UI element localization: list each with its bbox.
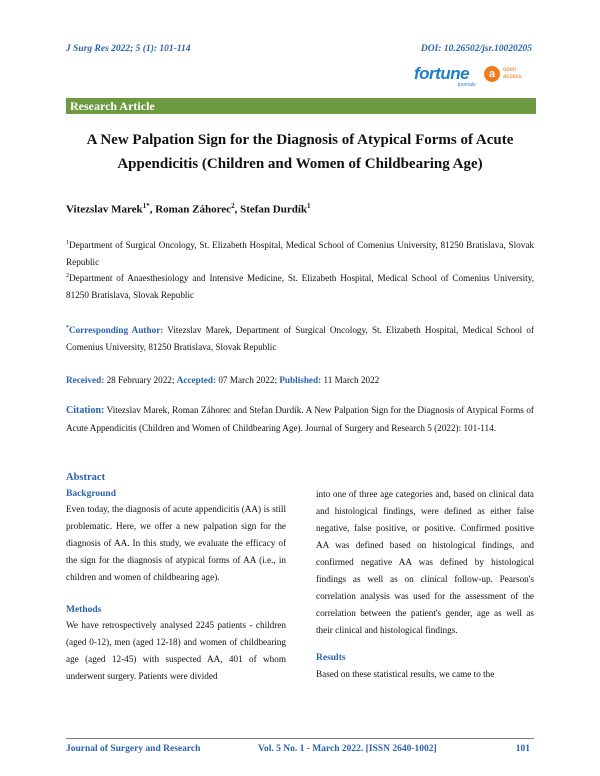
title-line-2: Appendicitis (Children and Women of Childbearing Age) <box>117 156 483 172</box>
footer-volume: Vol. 5 No. 1 - March 2022. [ISSN 2640-1002] <box>258 744 437 754</box>
footer-journal: Journal of Surgery and Research <box>66 744 201 754</box>
citation-label: Citation: <box>66 405 105 416</box>
results-heading: Results <box>316 653 346 663</box>
results-text: Based on these statistical results, we came to the <box>316 669 495 679</box>
corresponding-author: *Corresponding Author: Vitezslav Marek, Department of Surgical Oncology, St. Elizabeth Hospital, Medical School of Comenius University, 81250 Bratislava, Slovak Republic <box>66 325 534 352</box>
author-name: Stefan Durdík <box>240 203 308 216</box>
author-name: Roman Záhorec <box>155 203 232 216</box>
affiliation-2: $^2$Department of Anaesthesiology and Intensive Medicine, St. Elizabeth Hospital, Medical School of Comenius University, 81250 Bratislava, Slovak Republic <box>66 273 534 300</box>
author-sup: 1* <box>142 202 150 210</box>
affiliation-1: $^1$Department of Surgical Oncology, St. Elizabeth Hospital, Medical School of Comenius University, 81250 Bratislava, Slovak Republic <box>66 240 534 267</box>
author-name: Vitezslav Marek <box>66 203 143 216</box>
doi: DOI: 10.26502/jsr.10020205 <box>420 44 532 54</box>
abstract-right-text: into one of three age categories and, based on clinical data and histological findings, were defined as either false negative, false positive, or positive. Confirmed positive AA was defined based on histological findings, and confirmed negative AA was defined by histological findings as well as on clinical follow-up. Pearson's correlation analysis was used for the assessment of the correlation between the patient's gender, age as well as their clinical and histological findings. <box>316 489 534 635</box>
logo-fortune-text: fortune <box>414 64 470 83</box>
article-type: Research Article <box>70 99 155 113</box>
journal-citation-short: J Surg Res 2022; 5 (1): 101-114 <box>66 44 191 54</box>
title-line-1: A New Palpation Sign for the Diagnosis of Atypical Forms of Acute <box>86 132 514 148</box>
publication-dates: Received: 28 February 2022; Accepted: 07 March 2022; Published: 11 March 2022 <box>66 375 380 385</box>
article-type-band <box>66 98 536 114</box>
logo-journals-text: journals <box>458 82 476 88</box>
logo-open-text: open <box>503 67 517 73</box>
logo-access-text: access <box>503 74 522 80</box>
abstract-heading: Abstract <box>66 472 106 483</box>
author-sup: 1 <box>307 202 311 210</box>
footer-rule <box>66 738 534 739</box>
author-sup: 2 <box>231 202 235 210</box>
abstract-left-column <box>66 489 286 685</box>
open-access-icon: a <box>484 66 500 82</box>
abstract-right-column <box>316 486 534 683</box>
author-list: Vitezslav Marek$^{1*}$, Roman Záhorec$^2$, Stefan Durdík$^1$ <box>66 202 311 216</box>
citation: Citation: Vitezslav Marek, Roman Záhorec and Stefan Durdík. A New Palpation Sign for the Diagnosis of Atypical Forms of Acute Appendicitis (Children and Women of Childbearing Age). Journal of Surgery and Research 5 (2022): 101-114. <box>66 405 534 433</box>
background-text: Even today, the diagnosis of acute appendicitis (AA) is still problematic. Here, we offer a new palpation sign for the diagnosis of AA. In this study, we evaluate the efficacy of the sign for the diagnosis of atypical forms of AA (i.e., in children and women of childbearing age). <box>66 504 286 582</box>
corresponding-label: Corresponding Author: <box>69 325 164 336</box>
methods-text: We have retrospectively analysed 2245 patients - children (aged 0-12), men (aged 12-18) and women of childbearing age (aged 12-45) with suspected AA, 401 of whom underwent surgery. Patients were divided <box>66 620 286 681</box>
background-heading: Background <box>66 489 116 499</box>
publisher-logo <box>414 64 534 90</box>
methods-heading: Methods <box>66 605 102 615</box>
article-title <box>60 128 540 176</box>
footer-page-number: 101 <box>515 744 530 754</box>
